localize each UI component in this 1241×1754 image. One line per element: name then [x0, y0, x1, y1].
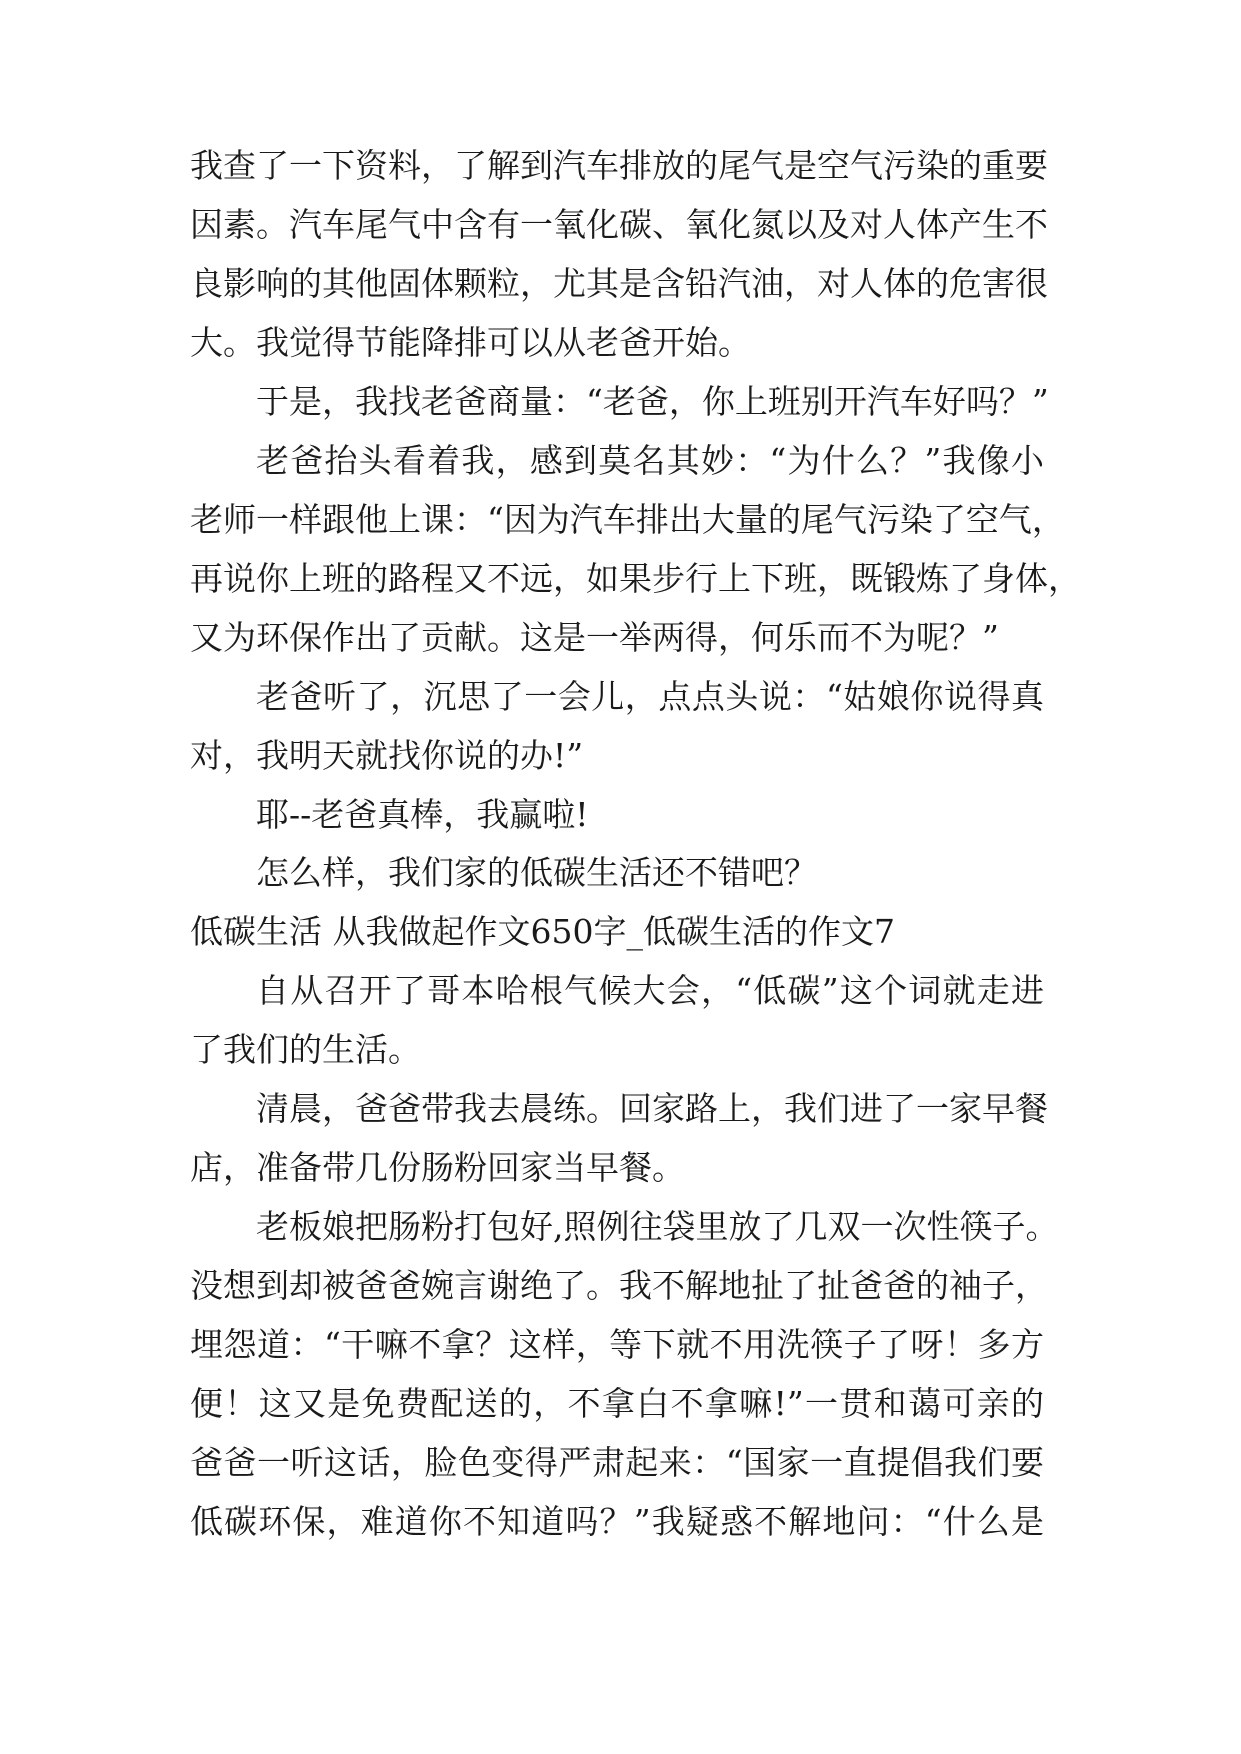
text-line: 老师一样跟他上课：“因为汽车排出大量的尾气污染了空气， — [190, 500, 1065, 539]
text-line: 自从召开了哥本哈根气候大会，“低碳”这个词就走进 — [256, 971, 1044, 1010]
text-line: 清晨，爸爸带我去晨练。回家路上，我们进了一家早餐 — [256, 1089, 1048, 1128]
text-line: 大。我觉得节能降排可以从老爸开始。 — [190, 323, 751, 362]
text-line: 我查了一下资料，了解到汽车排放的尾气是空气污染的重要 — [190, 146, 1048, 185]
article-heading: 低碳生活 从我做起作文650字_低碳生活的作文7 — [190, 912, 895, 951]
text-line: 爸爸一听这话，脸色变得严肃起来：“国家一直提倡我们要 — [190, 1443, 1044, 1482]
text-line: 没想到却被爸爸婉言谢绝了。我不解地扯了扯爸爸的袖子， — [190, 1266, 1048, 1305]
text-line: 老爸抬头看着我，感到莫名其妙：“为什么？”我像小 — [256, 441, 1044, 480]
text-line: 良影响的其他固体颗粒，尤其是含铅汽油，对人体的危害很 — [190, 264, 1048, 303]
text-line: 老爸听了，沉思了一会儿，点点头说：“姑娘你说得真 — [256, 677, 1044, 716]
text-line: 店，准备带几份肠粉回家当早餐。 — [190, 1148, 685, 1187]
text-line: 于是，我找老爸商量：“老爸，你上班别开汽车好吗？” — [256, 382, 1049, 421]
text-line: 对，我明天就找你说的办!” — [190, 736, 584, 775]
text-line: 怎么样，我们家的低碳生活还不错吧？ — [256, 853, 817, 892]
text-line: 因素。汽车尾气中含有一氧化碳、氧化氮以及对人体产生不 — [190, 205, 1048, 244]
text-line: 了我们的生活。 — [190, 1030, 421, 1069]
text-line: 便！这又是免费配送的，不拿白不拿嘛!”一贯和蔼可亲的 — [190, 1384, 1044, 1423]
text-line: 耶--老爸真棒，我赢啦! — [256, 795, 589, 834]
text-line: 又为环保作出了贡献。这是一举两得，何乐而不为呢？” — [190, 618, 999, 657]
text-line: 老板娘把肠粉打包好,照例往袋里放了几双一次性筷子。 — [256, 1207, 1059, 1246]
text-line: 埋怨道：“干嘛不拿？这样，等下就不用洗筷子了呀！多方 — [190, 1325, 1044, 1364]
text-line: 再说你上班的路程又不远，如果步行上下班，既锻炼了身体， — [190, 559, 1081, 598]
text-line: 低碳环保，难道你不知道吗？”我疑惑不解地问：“什么是 — [190, 1502, 1044, 1541]
